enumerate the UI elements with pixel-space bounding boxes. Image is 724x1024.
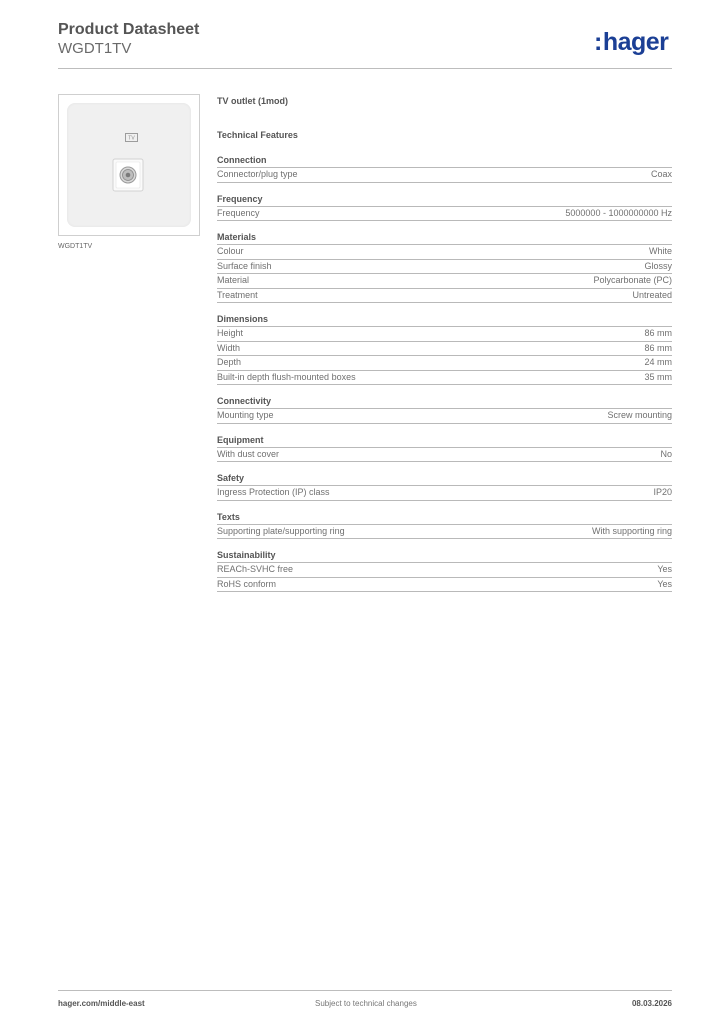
spec-label: Frequency	[217, 207, 260, 218]
section-title: Frequency	[217, 193, 672, 207]
hager-logo	[594, 28, 668, 57]
footer-date: 08.03.2026	[631, 999, 672, 1008]
spec-label: Surface finish	[217, 260, 272, 271]
spec-label: Depth	[217, 357, 242, 367]
spec-value: Yes	[657, 578, 672, 589]
spec-row	[217, 342, 672, 357]
footer-divider	[58, 990, 672, 991]
spec-value: 5000000 - 1000000000 Hz	[565, 207, 672, 218]
section-title: Equipment	[217, 434, 672, 448]
footer-notice: Subject to technical changes	[315, 999, 417, 1008]
spec-label: With dust cover	[217, 448, 280, 459]
product-plate	[67, 103, 191, 227]
product-image	[58, 94, 200, 236]
section-title: Connectivity	[217, 395, 672, 409]
tv-icon	[125, 133, 138, 143]
spec-label: Connector/plug type	[217, 169, 298, 179]
spec-label: RoHS conform	[217, 578, 277, 589]
svg-text:TV: TV	[128, 135, 135, 142]
section-title: Texts	[217, 511, 672, 525]
spec-value: Yes	[657, 564, 672, 574]
header-divider	[58, 68, 672, 69]
spec-row	[217, 207, 672, 222]
spec-value: Glossy	[644, 260, 672, 271]
spec-row	[217, 289, 672, 304]
product-code: WGDT1TV	[58, 40, 132, 57]
spec-value: IP20	[653, 487, 672, 497]
spec-value: With supporting ring	[591, 525, 672, 536]
spec-row	[217, 371, 672, 386]
spec-row	[217, 245, 672, 260]
spec-value: 35 mm	[644, 371, 672, 382]
spec-value: Coax	[650, 169, 672, 179]
spec-label: Width	[217, 342, 241, 353]
spec-row	[217, 260, 672, 275]
spec-row	[217, 327, 672, 342]
section-title: Connection	[217, 154, 672, 168]
spec-row	[217, 486, 672, 501]
spec-label: Built-in depth flush-mounted boxes	[217, 371, 356, 382]
spec-value: 24 mm	[644, 357, 672, 367]
spec-row	[217, 409, 672, 424]
spec-value: Screw mounting	[607, 410, 672, 420]
spec-label: Colour	[217, 246, 244, 256]
spec-label: Ingress Protection (IP) class	[217, 487, 330, 497]
spec-row	[217, 448, 672, 463]
coax-socket-icon	[111, 157, 145, 193]
spec-label: REACh-SVHC free	[217, 564, 294, 574]
footer-website: hager.com/middle-east	[58, 999, 145, 1008]
spec-row	[217, 563, 672, 578]
spec-row	[217, 525, 672, 540]
spec-row	[217, 356, 672, 371]
spec-label: Mounting type	[217, 410, 274, 420]
image-caption: WGDT1TV	[58, 243, 93, 250]
logo-mark: :	[594, 28, 602, 56]
spec-value: No	[660, 448, 672, 459]
spec-value: Untreated	[632, 289, 672, 300]
section-title: Safety	[217, 472, 672, 486]
spec-value: 86 mm	[644, 328, 672, 338]
technical-features-title: Technical Features	[217, 130, 298, 140]
section-title: Materials	[217, 231, 672, 245]
spec-row	[217, 274, 672, 289]
spec-label: Material	[217, 275, 250, 285]
spec-value: Polycarbonate (PC)	[593, 275, 672, 285]
spec-value: White	[648, 246, 672, 256]
header-title: Product Datasheet	[58, 21, 200, 38]
spec-label: Treatment	[217, 289, 258, 300]
spec-row	[217, 578, 672, 593]
spec-label: Supporting plate/supporting ring	[217, 525, 345, 536]
section-title: Sustainability	[217, 549, 672, 563]
spec-value: 86 mm	[644, 342, 672, 353]
spec-row	[217, 168, 672, 183]
section-title: Dimensions	[217, 313, 672, 327]
logo-text: hager	[602, 28, 669, 56]
spec-label: Height	[217, 328, 244, 338]
product-name: TV outlet (1mod)	[217, 96, 288, 106]
